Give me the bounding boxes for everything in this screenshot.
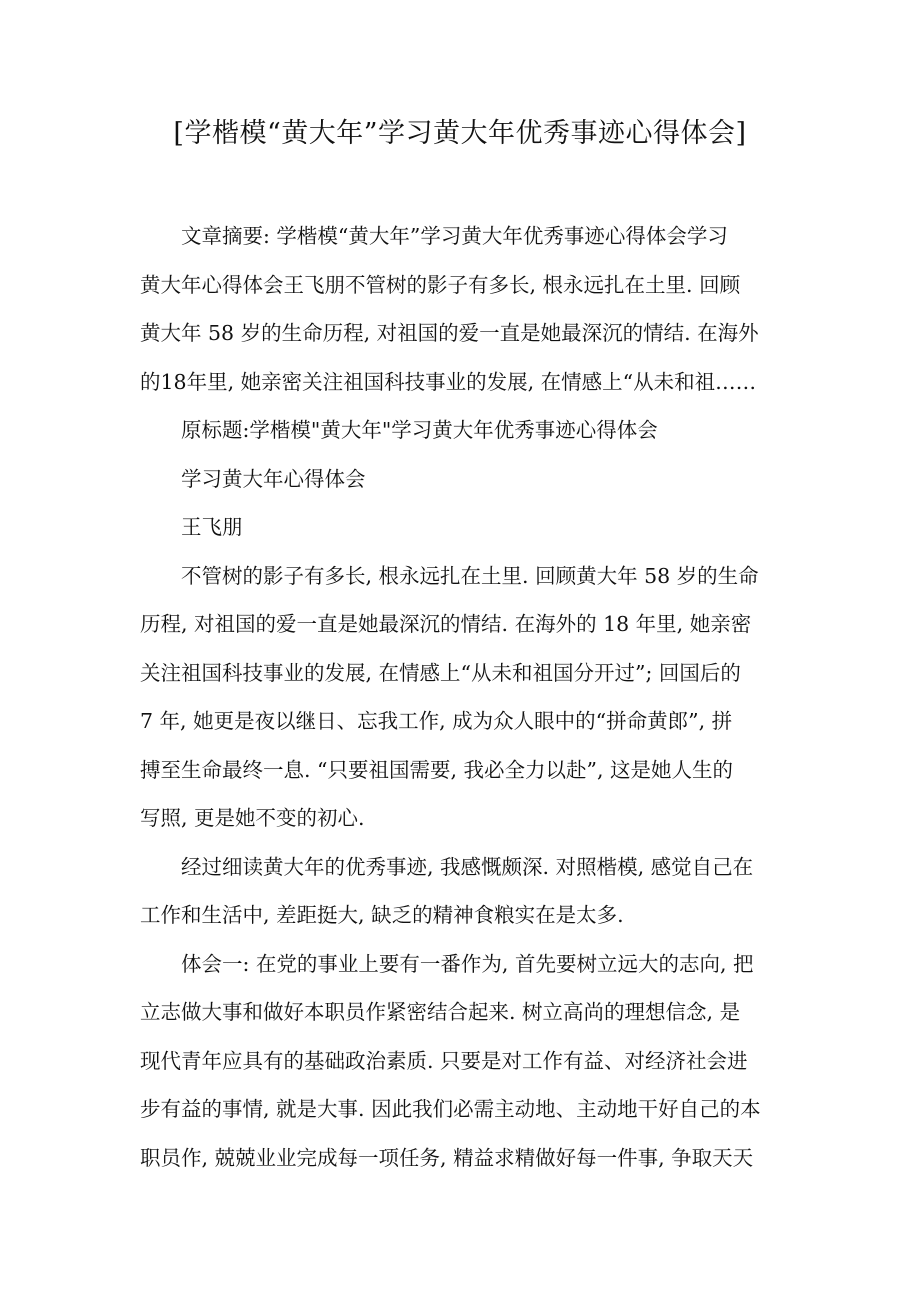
body-paragraph: 经过细读黄大年的优秀事迹, 我感慨颇深. 对照楷模, 感觉自己在 工作和生活中, 差距挺大, 缺乏的精神食粮实在是太多. [140,854,754,927]
body-paragraph: 不管树的影子有多长, 根永远扎在土里. 回顾黄大年 58 岁的生命 历程, 对祖国的爱一直是她最深沉的情结. 在海外的 18 年里, 她亲密 关注祖国科技事业的发展, 在情感上“从未和祖国分开过”; 回国后的 7 年, 她更是夜以继日、忘我工作, 成为众人眼中的“拼命黄郎”, 拼 搏至生命最终一息. “只要祖国需要, 我必全力以赴”, 这是她人生的 写照, 更是她不变的初心. [140,563,759,830]
subtitle-line: 学习黄大年心得体会 [181,466,366,491]
author-line: 王飞朋 [181,515,243,539]
document-title: [学楷模“黄大年”学习黄大年优秀事迹心得体会] [173,118,747,149]
document-body [140,212,780,1182]
body-paragraph: 体会一: 在党的事业上要有一番作为, 首先要树立远大的志向, 把 立志做大事和做好本职员作紧密结合起来. 树立高尚的理想信念, 是 现代青年应具有的基础政治素质. 只要是对工作有益、对经济社会进 步有益的事情, 就是大事. 因此我们必需主动地、主动地干好自己的本 职员作, 兢兢业业完成每一项任务, 精益求精做好每一件事, 争取天天 [140,951,761,1170]
original-title-line: 原标题:学楷模"黄大年"学习黄大年优秀事迹心得体会 [181,418,658,442]
abstract-paragraph: 文章摘要: 学楷模“黄大年”学习黄大年优秀事迹心得体会学习 黄大年心得体会王飞朋不管树的影子有多长, 根永远扎在土里. 回顾 黄大年 58 岁的生命历程, 对祖国的爱一直是她最深沉的情结. 在海外 的18年里, 她亲密关注祖国科技事业的发展, 在情感上“从未和祖…… [140,224,759,394]
